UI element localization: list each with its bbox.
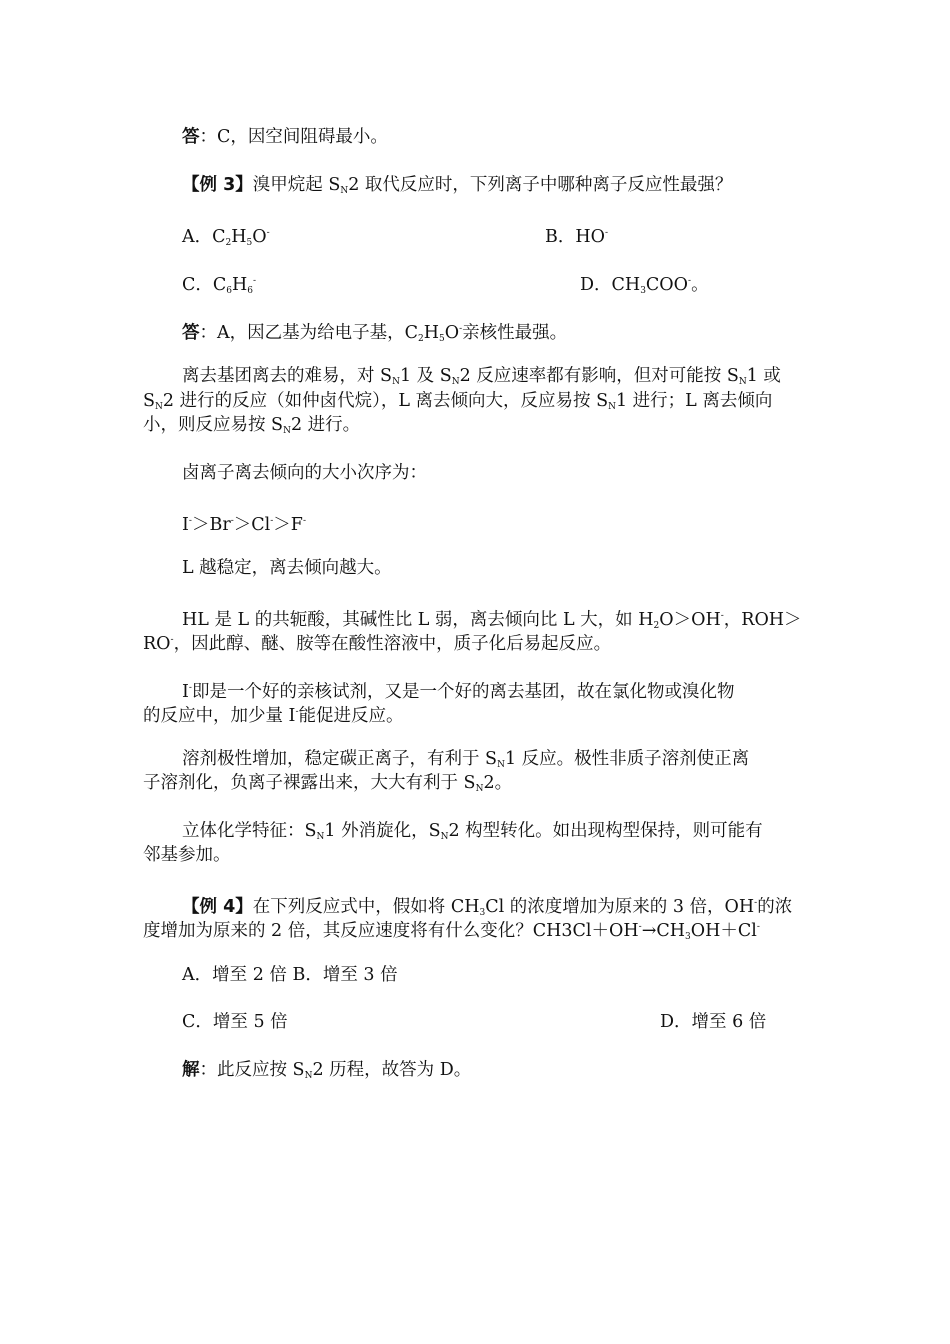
option-a bbox=[182, 222, 270, 254]
paragraph-text: RO bbox=[143, 634, 171, 654]
halide-order bbox=[182, 510, 306, 536]
option-text: B．HO bbox=[545, 227, 605, 247]
superscript: - bbox=[459, 324, 463, 334]
example-4-label: 【例 4】 bbox=[182, 897, 253, 917]
paragraph-text: I bbox=[182, 682, 189, 702]
paragraph-text: S bbox=[143, 391, 155, 411]
question-text: →CH bbox=[641, 921, 686, 941]
paragraph-text: 1 及 S bbox=[399, 366, 452, 386]
paragraph-iodide-line-2 bbox=[143, 701, 404, 727]
question-text: Cl 的浓度增加为原来的 3 倍，OH bbox=[485, 897, 755, 917]
paragraph-text: 能促进反应。 bbox=[298, 706, 404, 726]
question-text: 2 取代反应时，下列离子中哪种离子反应性最强？ bbox=[348, 175, 733, 195]
paragraph-text: 离去基团离去的难易，对 S bbox=[182, 366, 393, 386]
example-3-label: 【例 3】 bbox=[182, 175, 253, 195]
question-text: OH＋Cl bbox=[690, 921, 757, 941]
subscript: 2 bbox=[653, 621, 660, 631]
subscript: 3 bbox=[640, 286, 646, 296]
solution-text: 2 历程，故答为 D。 bbox=[312, 1060, 472, 1080]
subscript: N bbox=[316, 832, 325, 842]
superscript: - bbox=[604, 228, 609, 238]
answer-text: ：A，因乙基为给电子基，C bbox=[199, 323, 419, 343]
formula-text: ＞Cl bbox=[233, 515, 271, 535]
subscript: N bbox=[475, 784, 484, 794]
option-text: 。 bbox=[691, 275, 709, 295]
example-4-options-ab: A．增至 2 倍 B．增至 3 倍 bbox=[182, 965, 398, 985]
answer-text: O bbox=[444, 323, 460, 343]
question-text: 溴甲烷起 S bbox=[252, 175, 341, 195]
example-4-line-2 bbox=[143, 916, 760, 948]
paragraph-text: ，因此醇、醚、胺等在酸性溶液中，质子化后易起反应。 bbox=[173, 634, 612, 654]
subscript: N bbox=[304, 1071, 313, 1081]
subscript: N bbox=[608, 402, 616, 412]
answer-text: H bbox=[423, 323, 440, 343]
subscript: 3 bbox=[685, 932, 691, 942]
answer-example-3 bbox=[182, 318, 567, 350]
option-d bbox=[580, 270, 709, 302]
paragraph-text: 子溶剂化，负离子裸露出来，大大有利于 S bbox=[143, 773, 476, 793]
stability-statement: L 越稳定，离去倾向越大。 bbox=[182, 558, 392, 578]
superscript: - bbox=[720, 611, 724, 621]
solution-label: 解 bbox=[182, 1060, 200, 1080]
subscript: N bbox=[451, 377, 460, 387]
subscript: N bbox=[392, 377, 400, 387]
subscript: 2 bbox=[225, 238, 232, 248]
subscript: 6 bbox=[226, 286, 233, 296]
example-3-question bbox=[182, 174, 732, 202]
paragraph-text: 1 或 bbox=[746, 366, 781, 386]
option-b bbox=[545, 222, 608, 248]
question-text: 在下列反应式中，假如将 CH bbox=[252, 897, 480, 917]
superscript: - bbox=[756, 922, 760, 932]
subscript: 6 bbox=[247, 286, 254, 296]
paragraph-text: 2。 bbox=[483, 773, 513, 793]
subscript: 5 bbox=[439, 334, 445, 344]
option-text: H bbox=[231, 227, 247, 247]
option-text: COO bbox=[645, 275, 689, 295]
superscript: - bbox=[638, 922, 642, 932]
paragraph-text: HL 是 L 的共轭酸，其碱性比 L 弱，离去倾向比 L 大，如 H bbox=[182, 610, 654, 630]
superscript: - bbox=[253, 276, 257, 286]
answer-text: ：C，因空间阻碍最小。 bbox=[199, 127, 388, 147]
subscript: 2 bbox=[418, 334, 424, 344]
paragraph-iodide-line-1 bbox=[182, 677, 734, 703]
paragraph-stereo-line-1 bbox=[182, 820, 763, 848]
subscript: N bbox=[155, 402, 163, 412]
option-text: H bbox=[232, 275, 248, 295]
paragraph-hl-line-2 bbox=[143, 629, 611, 655]
option-text: A．C bbox=[182, 227, 226, 247]
superscript: - bbox=[270, 516, 274, 526]
paragraph-text: 2 进行。 bbox=[290, 415, 361, 435]
subscript: N bbox=[340, 186, 349, 196]
paragraph-text: 立体化学特征：S bbox=[182, 821, 317, 841]
answer-label: 答 bbox=[182, 323, 200, 343]
halide-order-intro: 卤离子离去倾向的大小次序为： bbox=[182, 463, 427, 483]
paragraph-leaving-line-3 bbox=[143, 414, 360, 442]
subscript: N bbox=[440, 832, 449, 842]
paragraph-stereo-line-2: 邻基参加。 bbox=[143, 845, 231, 865]
superscript: - bbox=[688, 276, 692, 286]
superscript: - bbox=[302, 516, 306, 526]
superscript: - bbox=[754, 898, 758, 908]
paragraph-text: 溶剂极性增加，稳定碳正离子，有利于 S bbox=[182, 749, 498, 769]
example-4-option-c: C．增至 5 倍 bbox=[182, 1012, 288, 1032]
superscript: - bbox=[188, 516, 192, 526]
option-text: O bbox=[252, 227, 267, 247]
question-text: 度增加为原来的 2 倍，其反应速度将有什么变化？CH3Cl＋OH bbox=[143, 921, 639, 941]
paragraph-text: 1 进行；L 离去倾向 bbox=[615, 391, 773, 411]
formula-text: I bbox=[182, 515, 189, 535]
paragraph-leaving-line-1 bbox=[182, 365, 781, 393]
superscript: - bbox=[266, 228, 270, 238]
answer-label: 答 bbox=[182, 127, 200, 147]
answer-text: 亲核性最强。 bbox=[462, 323, 568, 343]
paragraph-text: 2 构型转化。如出现构型保持，则可能有 bbox=[448, 821, 763, 841]
formula-text: ＞Br bbox=[191, 515, 231, 535]
paragraph-text: 的反应中，加少量 I bbox=[143, 706, 296, 726]
option-text: D．CH bbox=[580, 275, 641, 295]
paragraph-text: 即是一个好的亲核试剂，又是一个好的离去基团，故在氯化物或溴化物 bbox=[191, 682, 735, 702]
formula-text: ＞F bbox=[273, 515, 303, 535]
superscript: - bbox=[295, 707, 299, 717]
option-text: C．C bbox=[182, 275, 227, 295]
superscript: - bbox=[230, 516, 234, 526]
paragraph-text: 2 反应速率都有影响，但对可能按 S bbox=[459, 366, 739, 386]
superscript: - bbox=[188, 683, 192, 693]
subscript: N bbox=[283, 426, 291, 436]
solution-text: ：此反应按 S bbox=[199, 1060, 305, 1080]
answer-example-2 bbox=[182, 126, 388, 148]
subscript: 3 bbox=[479, 908, 486, 918]
paragraph-text: O＞OH bbox=[659, 610, 721, 630]
option-c bbox=[182, 270, 256, 302]
paragraph-text: 2 进行的反应（如仲卤代烷），L 离去倾向大，反应易按 S bbox=[162, 391, 609, 411]
paragraph-text: 小，则反应易按 S bbox=[143, 415, 284, 435]
paragraph-text: 1 反应。极性非质子溶剂使正离 bbox=[504, 749, 750, 769]
superscript: - bbox=[170, 635, 174, 645]
paragraph-text: 1 外消旋化，S bbox=[324, 821, 441, 841]
example-4-solution bbox=[182, 1059, 471, 1087]
paragraph-text: ，ROH＞ bbox=[723, 610, 802, 630]
paragraph-solvent-line-2 bbox=[143, 772, 512, 800]
subscript: 5 bbox=[246, 238, 253, 248]
example-4-option-d: D．增至 6 倍 bbox=[660, 1012, 767, 1032]
question-text: 的浓 bbox=[757, 897, 793, 917]
subscript: N bbox=[497, 760, 505, 770]
subscript: N bbox=[738, 377, 747, 387]
